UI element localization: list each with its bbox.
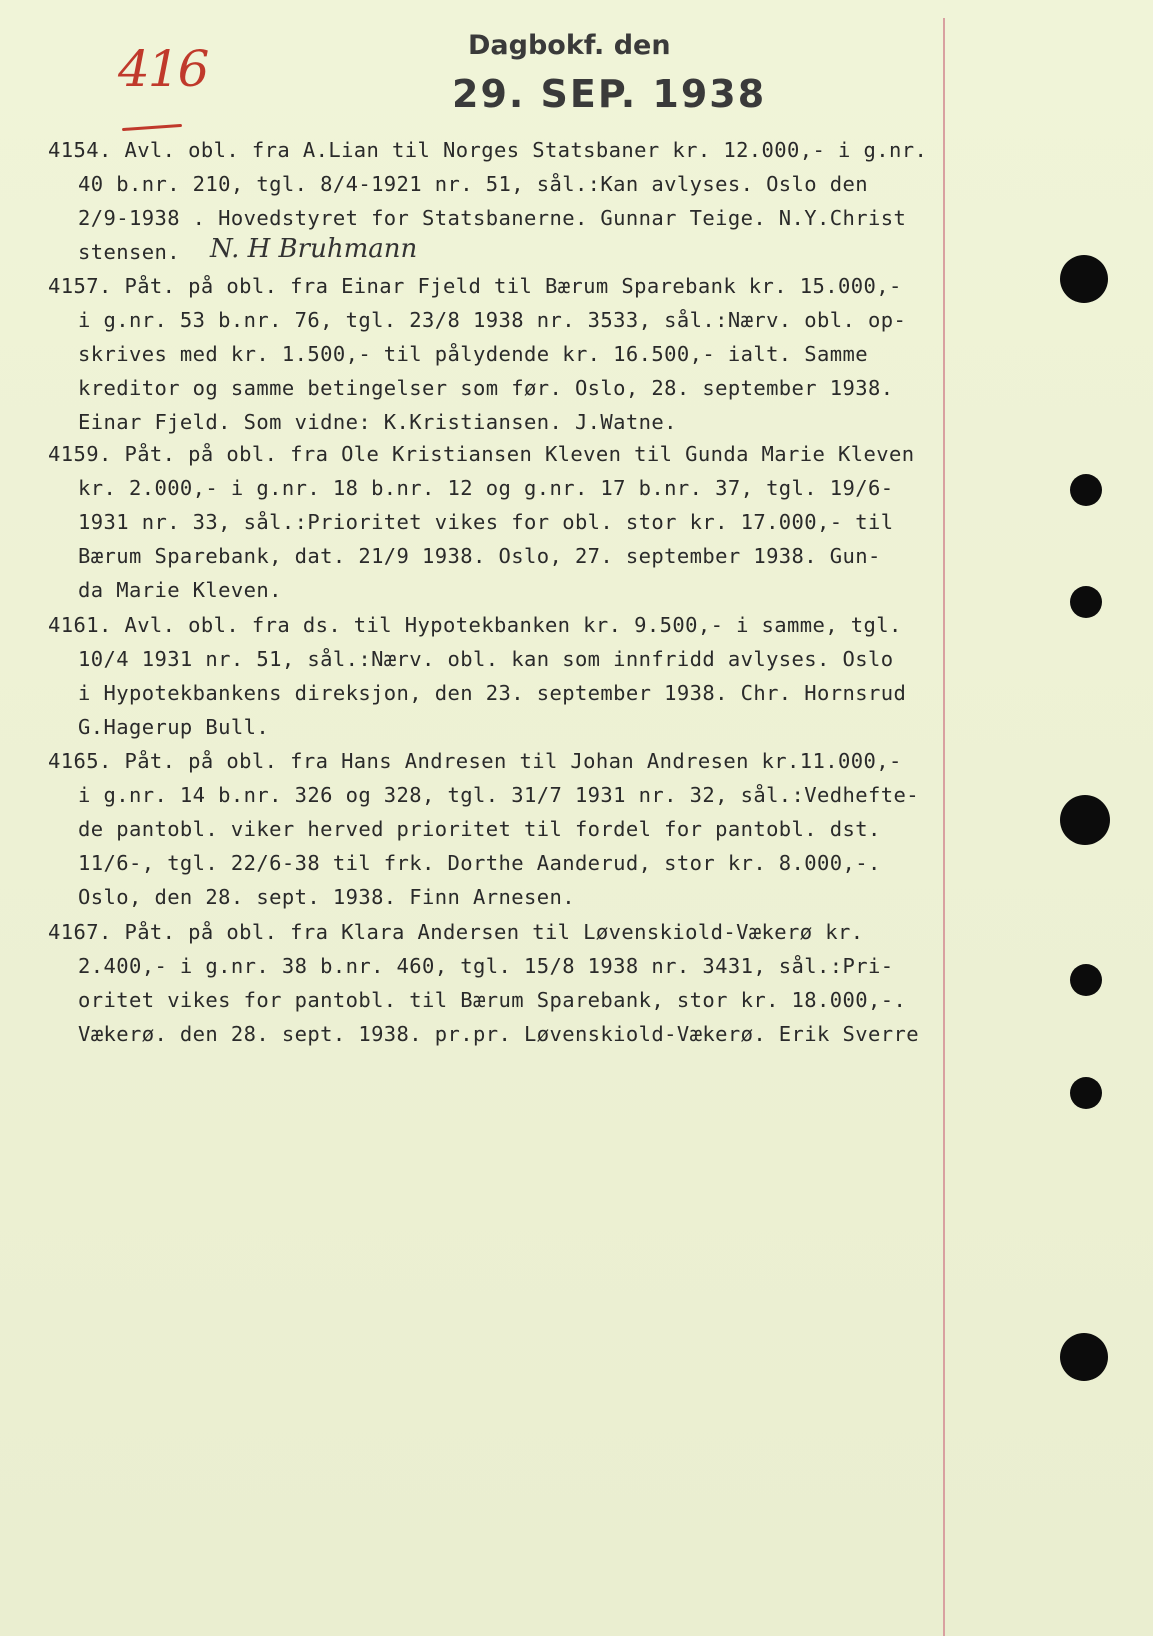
entry-line: oritet vikes for pantobl. til Bærum Sparebank, stor kr. 18.000,-. [78,988,907,1012]
entry-line: 10/4 1931 nr. 51, sål.:Nærv. obl. kan som innfridd avlyses. Oslo [78,647,894,671]
entry-4161 [48,608,998,744]
entry-line: 4159. Påt. på obl. fra Ole Kristiansen Kleven til Gunda Marie Kleven [48,442,915,466]
stamp-label: Dagbokf. den [468,30,671,61]
entry-line: 4167. Påt. på obl. fra Klara Andersen til Løvenskiold-Vækerø kr. [48,920,864,944]
punch-hole [1060,795,1110,845]
entry-line: 4165. Påt. på obl. fra Hans Andresen til Johan Andresen kr.11.000,- [48,749,902,773]
entry-line: i Hypotekbankens direksjon, den 23. september 1938. Chr. Hornsrud [78,681,907,705]
entry-4165 [48,744,998,914]
entry-line: Oslo, den 28. sept. 1938. Finn Arnesen. [78,885,575,909]
entry-line: Einar Fjeld. Som vidne: K.Kristiansen. J.Watne. [78,410,677,434]
punch-hole [1060,255,1108,303]
entry-line: 11/6-, tgl. 22/6-38 til frk. Dorthe Aanderud, stor kr. 8.000,-. [78,851,881,875]
entry-line: stensen. [78,240,180,264]
punch-hole [1070,964,1102,996]
page-number-underline [122,124,182,131]
punch-hole [1070,474,1102,506]
entry-line: kreditor og samme betingelser som før. Oslo, 28. september 1938. [78,376,894,400]
entry-line: 40 b.nr. 210, tgl. 8/4-1921 nr. 51, sål.:Kan avlyses. Oslo den [78,172,869,196]
entry-line: Bærum Sparebank, dat. 21/9 1938. Oslo, 27. september 1938. Gun- [78,544,881,568]
entry-line: Vækerø. den 28. sept. 1938. pr.pr. Løvenskiold-Vækerø. Erik Sverre [78,1022,919,1046]
entry-4154 [48,133,998,269]
entry-line: i g.nr. 14 b.nr. 326 og 328, tgl. 31/7 1931 nr. 32, sål.:Vedhefte- [78,783,919,807]
entry-line: i g.nr. 53 b.nr. 76, tgl. 23/8 1938 nr. 3533, sål.:Nærv. obl. op- [78,308,907,332]
entry-line: G.Hagerup Bull. [78,715,270,739]
stamp-date: 29. SEP. 1938 [452,72,767,116]
entry-line: 4154. Avl. obl. fra A.Lian til Norges Statsbaner kr. 12.000,- i g.nr. [48,138,928,162]
entry-line: 2/9-1938 . Hovedstyret for Statsbanerne. Gunnar Teige. N.Y.Christ [78,206,907,230]
entry-4159 [48,437,998,607]
handwritten-signature: N. H Bruhmann [210,234,418,264]
page-number: 416 [118,40,208,98]
entry-line: 2.400,- i g.nr. 38 b.nr. 460, tgl. 15/8 1938 nr. 3431, sål.:Pri- [78,954,894,978]
entry-line: 4157. Påt. på obl. fra Einar Fjeld til Bærum Sparebank kr. 15.000,- [48,274,902,298]
entry-4157 [48,269,998,439]
entry-4167 [48,915,998,1051]
entry-line: da Marie Kleven. [78,578,282,602]
punch-hole [1070,586,1102,618]
entry-line: kr. 2.000,- i g.nr. 18 b.nr. 12 og g.nr. 17 b.nr. 37, tgl. 19/6- [78,476,894,500]
punch-hole [1060,1333,1108,1381]
entry-line: 1931 nr. 33, sål.:Prioritet vikes for obl. stor kr. 17.000,- til [78,510,894,534]
entry-line: 4161. Avl. obl. fra ds. til Hypotekbanken kr. 9.500,- i samme, tgl. [48,613,902,637]
entry-line: skrives med kr. 1.500,- til pålydende kr. 16.500,- ialt. Samme [78,342,869,366]
punch-hole [1070,1077,1102,1109]
entry-line: de pantobl. viker herved prioritet til fordel for pantobl. dst. [78,817,881,841]
